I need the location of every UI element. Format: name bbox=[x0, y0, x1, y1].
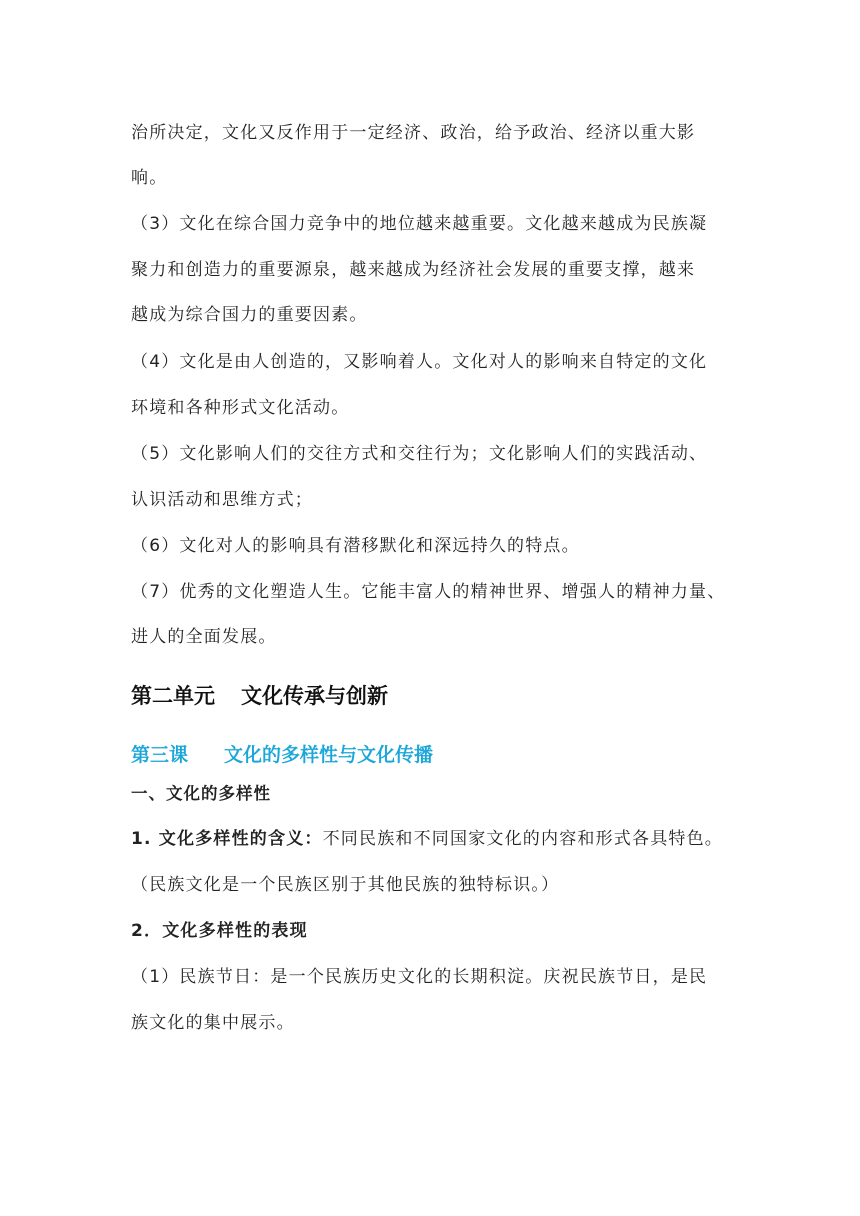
point-2-line: （1）民族节日：是一个民族历史文化的长期积淀。庆祝民族节日，是民 bbox=[131, 967, 708, 987]
paragraph-line: （3）文化在综合国力竞争中的地位越来越重要。文化越来越成为民族凝 bbox=[131, 214, 708, 234]
paragraph-line: 环境和各种形式文化活动。 bbox=[131, 398, 350, 418]
point-2-line: 族文化的集中展示。 bbox=[131, 1013, 295, 1033]
paragraph-line: （4）文化是由人创造的，又影响着人。文化对人的影响来自特定的文化 bbox=[131, 352, 708, 372]
point-1-heading: 1. 文化多样性的含义： bbox=[131, 829, 323, 849]
paragraph-line: 聚力和创造力的重要源泉，越来越成为经济社会发展的重要支撑，越来 bbox=[131, 260, 696, 280]
paragraph-line: （5）文化影响人们的交往方式和交往行为；文化影响人们的实践活动、 bbox=[131, 444, 708, 464]
paragraph-line: 进人的全面发展。 bbox=[131, 627, 277, 647]
lesson-title: 文化的多样性与文化传播 bbox=[224, 744, 434, 766]
paragraph-line: 认识活动和思维方式； bbox=[131, 490, 313, 510]
paragraph-line: 治所决定，文化又反作用于一定经济、政治，给予政治、经济以重大影 bbox=[131, 123, 696, 143]
paragraph-line: 越成为综合国力的重要因素。 bbox=[131, 305, 368, 325]
paragraph-line: 响。 bbox=[131, 168, 168, 188]
point-1 bbox=[131, 824, 723, 849]
point-1-note: （民族文化是一个民族区别于其他民族的独特标识。） bbox=[131, 875, 560, 895]
unit-heading bbox=[131, 680, 388, 710]
paragraph-line: （6）文化对人的影响具有潜移默化和深远持久的特点。 bbox=[131, 536, 580, 556]
point-2-heading: 2．文化多样性的表现 bbox=[131, 921, 308, 941]
paragraph-line: （7）优秀的文化塑造人生。它能丰富人的精神世界、增强人的精神力量、 bbox=[131, 582, 726, 602]
lesson-number: 第三课 bbox=[131, 744, 189, 766]
section-heading: 一、文化的多样性 bbox=[131, 784, 271, 803]
unit-title: 文化传承与创新 bbox=[241, 684, 388, 708]
unit-number: 第二单元 bbox=[131, 684, 215, 708]
lesson-heading bbox=[131, 740, 433, 767]
point-1-text: 不同民族和不同国家文化的内容和形式各具特色。 bbox=[322, 829, 724, 849]
